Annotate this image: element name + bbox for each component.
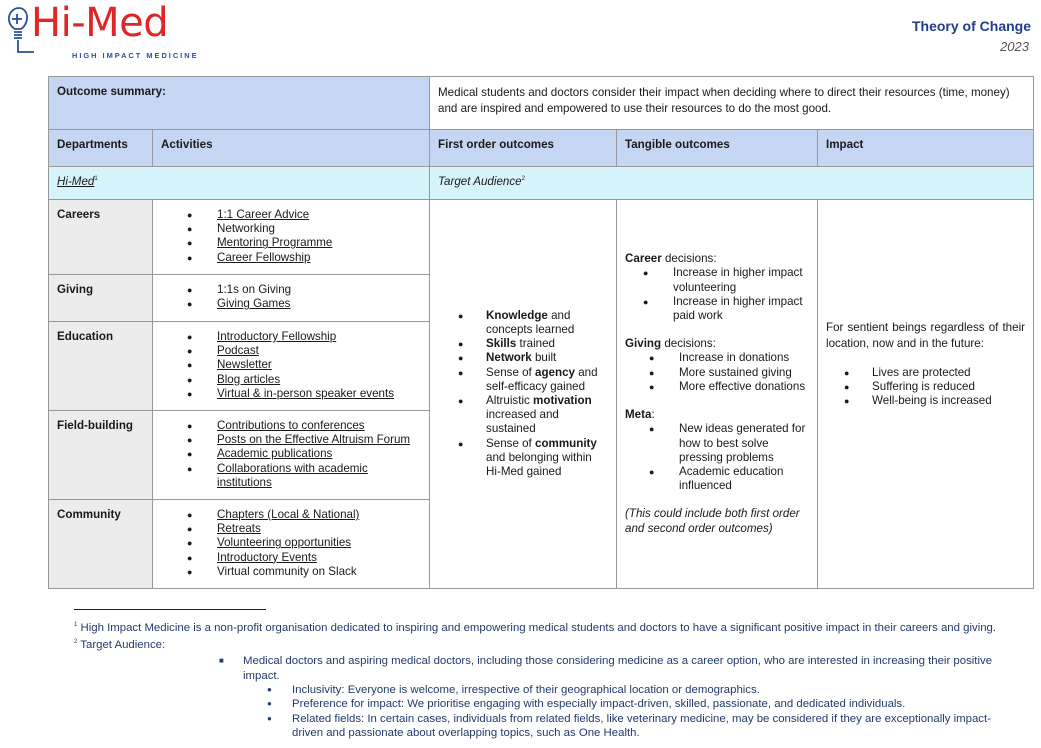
first-order-outcomes-list [438,309,608,479]
tangible-outcome-item: ● Increase in higher impact paid work [617,295,809,323]
audience-criterion-item: ● Preference for impact: We prioritise engaging with especially impact-driven, skilled, passionate, and dedicated individuals. [267,697,1004,711]
activity-list [161,419,421,490]
logo-tagline: HIGH IMPACT MEDICINE [72,51,199,60]
activity-item [161,565,421,579]
tangible-outcome-item: ● New ideas generated for how to best solve pressing problems [623,422,809,465]
footnotes [74,609,1004,740]
activity-item[interactable] [161,387,421,401]
column-header-row [49,130,1034,167]
document-title: Theory of Change [911,18,1031,34]
tangible-outcome-item: ● More effective donations [623,380,809,394]
activity-link[interactable]: Podcast [217,344,259,358]
impact-list [824,366,1025,409]
activity-link[interactable]: Academic publications [217,447,333,461]
tangible-meta-list [623,422,809,493]
activity-link[interactable]: Chapters (Local & National) [217,508,360,521]
audience-row [49,167,1034,200]
tangible-outcome-item: ● Increase in donations [623,351,809,365]
document-year: 2023 [1000,39,1029,54]
activity-item [161,222,421,236]
activities-community [153,500,430,589]
outcome-summary-label: Outcome summary: [49,77,430,130]
column-header-first-order-outcomes: First order outcomes [430,130,617,167]
hi-med-link[interactable]: Hi-Med [57,175,95,188]
footnote-divider [74,609,266,610]
outcome-summary-text: Medical students and doctors consider their impact when deciding where to direct their resources (time, money) and are inspired and empowered to use their resources to do the most good. [430,77,1034,130]
activity-link[interactable]: Posts on the Effective Altruism Forum [217,433,411,447]
impact-item: ● Suffering is reduced [824,380,1025,394]
activity-link[interactable]: Giving Games [217,297,291,311]
column-header-tangible-outcomes: Tangible outcomes [617,130,818,167]
tangible-giving-list [623,351,809,394]
lightbulb-plus-icon [4,4,34,58]
target-audience-label: Target Audience [438,175,522,188]
impact-intro: For sentient beings regardless of their location, now and in the future: [826,320,1026,350]
tangible-outcome-item: ● Academic education influenced [623,465,809,493]
footnote-1: $^1$ High Impact Medicine is a non-profit organisation dedicated to inspiring and empowering medical students and doctors to have a significant positive impact in their careers and giving. [74,621,997,634]
column-header-departments: Departments [49,130,153,167]
first-order-outcome-item: ● Sense of agency and self-efficacy gained [438,366,608,394]
tangible-outcome-item: ● Increase in higher impact volunteering [617,266,809,294]
column-header-impact: Impact [818,130,1034,167]
footnote-2: $^2$ Target Audience: [74,638,166,651]
activities-field-building [153,411,430,500]
activity-item[interactable] [161,419,421,433]
theory-of-change-table [48,76,1034,589]
tangible-giving-heading: Giving decisions: [625,337,716,351]
first-order-outcome-item: ● Skills trained [438,337,608,351]
department-education: Education [49,322,153,411]
activity-link[interactable]: Retreats [217,522,261,536]
audience-criterion-item: ● Related fields: In certain cases, individuals from related fields, like veterinary medicine, may be considered if they are exceptionally impact-driven and passionate about overlapping topics, such as One Health. [267,712,1004,740]
hi-med-logo [4,0,204,60]
activity-link[interactable]: Introductory Events [217,550,317,564]
logo-wordmark: Hi-Med [31,0,169,46]
activity-list [161,330,421,401]
activity-item[interactable] [161,447,421,461]
first-order-outcome-item: ● Network built [438,351,608,365]
activity-text: Networking [217,222,275,236]
tangible-outcomes-cell [617,200,818,589]
first-order-outcomes-cell [430,200,617,589]
activity-link[interactable]: Blog articles [217,372,281,386]
impact-cell [818,200,1034,589]
activity-item[interactable] [161,462,421,490]
tangible-career-list [617,266,809,323]
activities-giving [153,275,430,322]
activity-item[interactable] [161,330,421,344]
activity-item[interactable] [161,344,421,358]
tangible-career-heading: Career decisions: [625,252,717,266]
activity-item[interactable] [161,373,421,387]
activity-text: 1:1s on Giving [217,283,292,296]
activity-link[interactable]: Contributions to conferences [217,419,365,432]
activity-link[interactable]: Mentoring Programme [217,236,333,250]
activity-link[interactable]: Newsletter [217,358,272,372]
first-order-outcome-item: ● Sense of community and belonging within Hi-Med gained [438,437,608,480]
activity-text: Virtual community on Slack [217,564,357,578]
activity-link[interactable]: Volunteering opportunities [217,536,352,550]
activity-list [161,283,421,311]
summary-row [49,77,1034,130]
department-row [49,200,1034,275]
audience-criterion-item: ● Inclusivity: Everyone is welcome, irrespective of their geographical location or demographics. [267,683,1004,697]
activity-link[interactable]: Career Fellowship [217,250,311,264]
activity-item [161,283,421,297]
activity-link[interactable]: Virtual & in-person speaker events [217,386,395,400]
footnote-ref-1[interactable]: 1 [94,176,98,183]
activities-education [153,322,430,411]
activity-list [161,508,421,579]
activity-item[interactable] [161,236,421,250]
activity-item[interactable] [161,208,421,222]
activity-link[interactable]: Collaborations with academic institutions [217,461,368,489]
column-header-activities: Activities [153,130,430,167]
tangible-meta-heading: Meta: [625,408,655,422]
department-giving: Giving [49,275,153,322]
activity-link[interactable]: Introductory Fellowship [217,330,337,343]
activity-item[interactable] [161,297,421,311]
activity-item[interactable] [161,536,421,550]
activity-link[interactable]: 1:1 Career Advice [217,208,310,221]
target-audience-cell [430,167,1034,200]
activity-item[interactable] [161,522,421,536]
activity-list [161,208,421,265]
first-order-outcome-item: ● Altruistic motivation increased and sustained [438,394,608,437]
audience-criteria-list [267,683,1004,740]
department-field-building: Field-building [49,411,153,500]
activities-careers [153,200,430,275]
footnote-ref-2[interactable]: 2 [521,176,525,183]
activity-item[interactable] [161,508,421,522]
tangible-note: (This could include both first order and second order outcomes) [625,507,800,535]
department-careers: Careers [49,200,153,275]
activity-item[interactable] [161,433,421,447]
impact-item: ● Lives are protected [824,366,1025,380]
audience-description: ■ Medical doctors and aspiring medical doctors, including those considering medicine as a career option, who are interested in increasing their positive impact. [219,654,1004,683]
tangible-outcome-item: ● More sustained giving [623,366,809,380]
activity-item[interactable] [161,551,421,565]
first-order-outcome-item: ● Knowledge and concepts learned [438,309,608,337]
activity-item[interactable] [161,251,421,265]
activity-item[interactable] [161,358,421,372]
department-community: Community [49,500,153,589]
impact-item: ● Well-being is increased [824,394,1025,408]
org-cell [49,167,430,200]
